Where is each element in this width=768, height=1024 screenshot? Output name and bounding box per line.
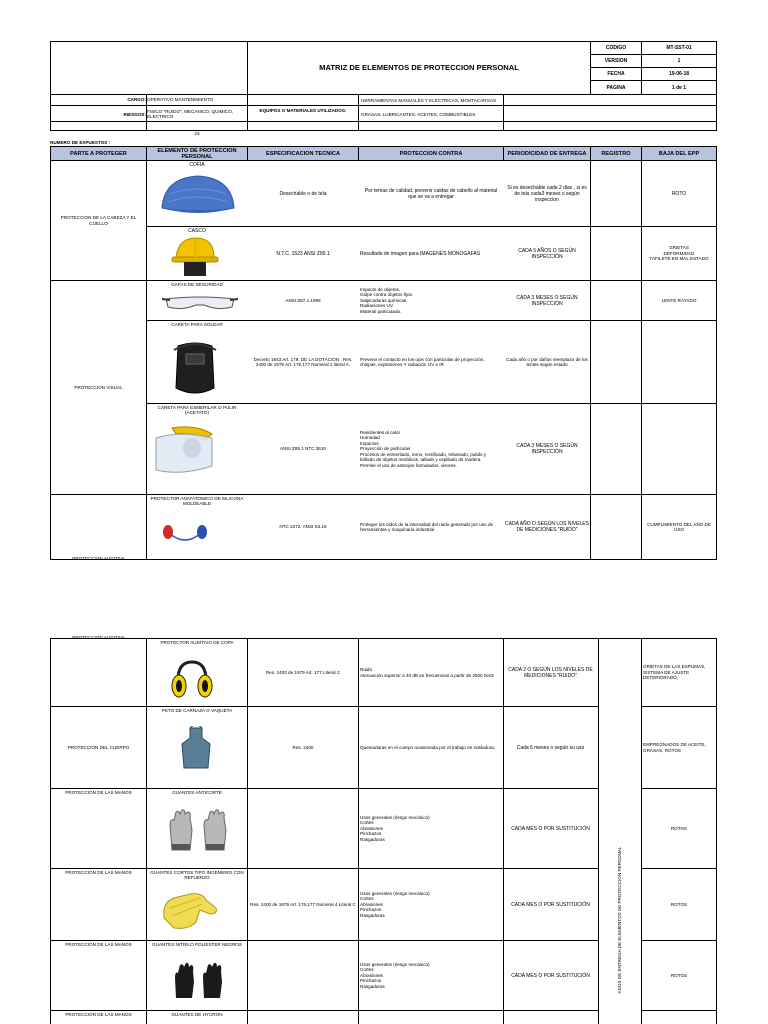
- hair-net-icon: [158, 170, 238, 220]
- periodicidad-cell: CADA AÑO O SEGÚN LOS NIVELES DE MEDICIONES "RUIDO": [505, 521, 589, 533]
- apron-icon: [180, 726, 212, 770]
- elemento-label: GUANTES NITRILO POLIESTER NEGROS: [152, 941, 242, 947]
- baja-cell: ROTOS: [670, 825, 688, 831]
- header-registro: REGISTRO: [590, 146, 642, 161]
- periodicidad-cell: CADA MES O POR SUSTITUCIÓN: [511, 901, 590, 908]
- hard-hat-icon: [170, 234, 220, 278]
- baja-cell: [641, 321, 717, 403]
- parte-cell: PROTECCION DE LAS MANOS: [65, 1011, 132, 1017]
- doc-info-label-pagina: PAGINA: [590, 80, 642, 95]
- expuestos-label: NUMERO DE EXPUESTOS :: [50, 140, 111, 145]
- header-baja: BAJA DEL EPP: [641, 146, 717, 161]
- especificacion-cell: [247, 941, 359, 1010]
- proteccion-cell: Ruido Atenuación superior a 40 dB en frecuencias a partir de 2500 hertz: [360, 667, 495, 678]
- especificacion-cell: Res. 2400: [292, 744, 314, 750]
- proteccion-cell: Prevenir el contacto en los ojos con particulas de proyección, chispas, explosiones Y radiación UV e IR: [360, 356, 485, 367]
- header-especificacion: ESPECIFICACION TECNICA: [247, 146, 359, 161]
- parte-cabeza: PROTECCION DE LA CABEZA Y EL CUELLO: [50, 160, 147, 281]
- periodicidad-cell: CADA MES O POR SUSTITUCIÓN: [511, 825, 590, 832]
- earmuffs-icon: [170, 660, 214, 700]
- parte-cell: PROTECCION DE LAS MANOS: [65, 789, 132, 795]
- elemento-label: PROTECTOR ANATATOMICO DE SILICONA MOLDEABLE: [150, 495, 244, 506]
- periodicidad-cell: Si es desechable cada 2 dias , si es de tela cada3 meses o según inspeccion: [507, 184, 587, 203]
- periodicidad-cell: Cada 6 meses o según su uso: [516, 744, 585, 751]
- proteccion-cell: Quemaduras en el cuerpo ocasionada por el trabajo en soldadura.: [360, 744, 496, 750]
- elemento-label: CASCO: [188, 227, 206, 234]
- baja-cell: EMPREGNADOS DE ACEITE, GRASAS, ROTOS: [643, 742, 706, 753]
- expuestos-value: 23: [194, 131, 200, 136]
- nitrile-gloves-icon: [172, 962, 226, 1000]
- elemento-label: PETO DE CARNAZA O VAQUETA: [161, 707, 233, 713]
- header-proteccion: PROTECCION CONTRA: [358, 146, 504, 161]
- proteccion-cell: Usos generales (riesgo mecánico) Cortes Abrasiones Pinchazos Rasgaduras: [360, 890, 430, 918]
- especificacion-cell: Decreto 1843 Art. 179, DE LA DOTACION , Res. 2400 de 1979 Art. 176,177 Numeral 2 literal A.: [253, 356, 353, 367]
- periodicidad-cell: CADA 3 MESES O SEGÚN INSPECCIÓN: [516, 294, 578, 307]
- doc-info-label-version: VERSION: [590, 54, 642, 68]
- earplugs-icon: [160, 520, 210, 550]
- baja-cell: ROTOS: [670, 972, 688, 978]
- elemento-label: GUANTES DE HYCRON: [171, 1011, 223, 1017]
- baja-cell: GRIETAS DEFORMIDAD TAFILETE EN MAL ESTADO: [649, 245, 709, 262]
- riesgos-value: FISICO "RUIDO", MECANICO, QUIMICO, ELECTRICO.: [147, 109, 233, 120]
- welding-mask-icon: [172, 340, 218, 398]
- parte-auditiva-cell: [50, 494, 147, 560]
- especificacion-cell: Res. 2400 de 1979 Art. 177 Literal C: [265, 669, 341, 675]
- cargo-label: CARGO:: [127, 97, 146, 102]
- periodicidad-cell: CADA 3 MESES O SEGÚN INSPECCIÓN: [516, 443, 578, 455]
- elemento-label: CARETA PARA SOLDAR: [171, 321, 223, 327]
- safety-glasses-icon: [162, 293, 238, 313]
- elemento-label: GUANTES CORTOS TIPO INGENIERO CON REFUERZO: [150, 869, 244, 880]
- especificacion-cell: NTC 2272, ANSI S3.19: [279, 524, 327, 530]
- document-title: MATRIZ DE ELEMENTOS DE PROTECCION PERSONAL: [247, 41, 591, 95]
- especificacion-cell: ANSI Z87.1.1989: [285, 297, 321, 303]
- proteccion-cell: Usos generales (riesgo mecánico) Cortes Abrasiones Pinchazos Rasgaduras: [360, 814, 430, 842]
- proteccion-cell: Resultado de imagen para IMAGENES MONOGAFAS: [360, 250, 481, 257]
- parte-cell: PROTECCION DEL CUERPO: [67, 744, 130, 750]
- periodicidad-cell: CADA 5 AÑOS O SEGÚN INSPECCIÓN: [518, 247, 576, 260]
- parte-auditiva: PROTECCION AUDITIVA: [72, 556, 125, 560]
- registro-vertical-text: ADOS DE ENTREGA DE ELEMENTOS DE PROTECCION PERSONAL: [617, 846, 622, 994]
- header-elemento: ELEMENTO DE PROTECCION PERSONAL: [146, 146, 248, 161]
- proteccion-cell: Proteger los oidos de la intensidad del ruido generado por uso de herramientas y maquinaria industrial: [360, 521, 494, 532]
- doc-info-value-pagina: 1 de 1: [641, 80, 717, 95]
- periodicidad-cell: Cada año o por daños reemplazo de los lentes según estado: [506, 356, 588, 367]
- doc-info-value-fecha: 19-06-18: [641, 67, 717, 81]
- face-shield-icon: [152, 424, 218, 476]
- doc-info-label-fecha: FECHA: [590, 67, 642, 81]
- doc-info-value-codigo: MT-SST-01: [641, 41, 717, 55]
- proteccion-cell: Usos generales (riesgo mecánico) Cortes Abrasiones Pinchazos Rasgaduras: [360, 961, 430, 989]
- equipos-line-2: GRASAS, LUBRICANTES, ACEITES, COMBUSTIBLES: [361, 112, 476, 117]
- baja-cell: ROTO: [671, 190, 687, 197]
- elemento-label: CARETA PARA ESMERILAR O PULIR (ACETATO): [157, 404, 237, 415]
- baja-cell: LENTE RAYADO: [661, 297, 697, 303]
- parte-cell: PROTECCION DE LAS MANOS: [65, 869, 132, 875]
- doc-info-value-version: 1: [641, 54, 717, 68]
- especificacion-cell: Res. 2400 de 1979 Art. 176,177 Numeral 4 Literal C: [250, 901, 356, 907]
- baja-cell: [641, 404, 717, 494]
- parte-visual: PROTECCION VISUAL: [50, 280, 147, 495]
- cargo-value: OPERATIVO MANTENIMIENTO: [147, 97, 214, 102]
- cut-resistant-gloves-icon: [166, 808, 230, 852]
- baja-cell: GRIETAS DE LAS ESPUMAS, SISTEMA DE AJUSTE DETERIORADO,: [643, 664, 706, 681]
- periodicidad-cell: CADA MES O POR SUSTITUCIÓN: [511, 972, 590, 979]
- parte-cell: PROTECCION DE LAS MANOS: [65, 941, 132, 947]
- logo-cell: [50, 41, 248, 95]
- header-parte: PARTE A PROTEGER: [50, 146, 147, 161]
- riesgos-label: RIESGOS:: [123, 112, 146, 117]
- elemento-label: GAFAS DE SEGURIDAD: [171, 281, 223, 287]
- equipos-label: EQUIPOS O MATERIALES UTILIZADOS:: [259, 108, 347, 113]
- leather-gloves-icon: [160, 888, 220, 932]
- baja-cell: ROTOS: [670, 901, 688, 907]
- especificacion-cell: Desechable o de tela: [279, 190, 327, 197]
- periodicidad-cell: CADA 2 O SEGÚN LOS NIVELES DE MEDICIONES "RUIDO": [508, 666, 593, 679]
- elemento-label: PROTECTOR AUDITIVO DE COPA: [160, 639, 234, 645]
- proteccion-cell: Por temas de calidad, prevenir caidas de cabello al material que se va a entregar: [364, 187, 498, 200]
- header-periodicidad: PERIODICIDAD DE ENTREGA: [503, 146, 591, 161]
- especificacion-cell: [247, 789, 359, 868]
- proteccion-cell: Resistentes al calor Humedad Impactos Proyección de partículas Procesos de esmerilado, torno, rectificado, rebanado, pulido y brillado de objetos metálicos, tallado y cepillado de madera. Permite el uso de anteojos formulados, visores.: [360, 430, 487, 468]
- elemento-label: GUANTES ANTICORTE: [172, 789, 222, 795]
- elemento-label: COFIA: [189, 161, 205, 168]
- equipos-line-1: HERRAMIENTAS MANUALES Y ELECTRICAS, MONTACARGAS: [361, 98, 497, 103]
- especificacion-cell: N.T.C. 1523 ANSI Z89.1: [276, 250, 330, 257]
- baja-cell: CUMPLIMIENTO DEL AÑO DE USO: [647, 521, 711, 532]
- especificacion-cell: ANSI Z89.1 NTC 3610: [280, 446, 326, 452]
- proteccion-cell: Impacto de objetos. Golpe contra objetos fijos. Salpicaduras químicas. Radiaciones UV. Material particulado.: [360, 286, 414, 314]
- doc-info-label-codigo: CODIGO: [590, 41, 642, 55]
